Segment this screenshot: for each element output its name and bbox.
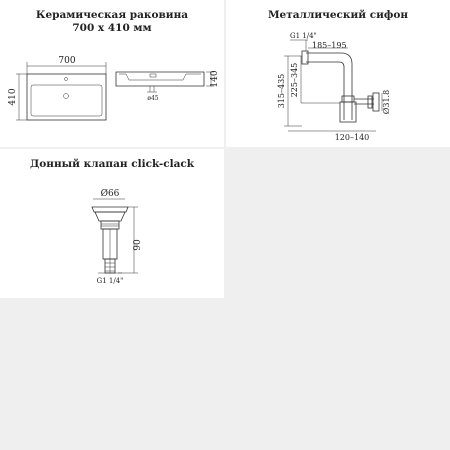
drain-panel xyxy=(0,149,224,298)
sink-width-label: 700 xyxy=(58,56,76,66)
siphon-title: Металлический сифон xyxy=(267,9,409,21)
empty-panel xyxy=(226,149,450,298)
drain-height-label: 90 xyxy=(133,239,143,251)
drain-diameter-label: Ø66 xyxy=(100,189,120,199)
siphon-reach-label: 185–195 xyxy=(312,41,347,50)
siphon-total-height-label: 315–435 xyxy=(277,73,286,109)
siphon-outlet-height-label: 225–345 xyxy=(290,62,299,98)
drain-body xyxy=(95,212,125,221)
drain-title: Донный клапан click-clack xyxy=(29,158,195,170)
drain-drawing xyxy=(0,149,224,298)
drain-cap xyxy=(92,207,128,212)
siphon-panel xyxy=(226,0,450,147)
sink-top-view xyxy=(8,56,106,120)
siphon-drawing xyxy=(226,0,450,147)
sink-drawing xyxy=(0,0,224,147)
siphon-thread-label: G1 1/4" xyxy=(290,32,317,40)
sink-depth-label: 410 xyxy=(8,88,18,106)
sink-subtitle: 700 х 410 мм xyxy=(72,22,152,34)
siphon-outlet-dia-label: Ø31.8 xyxy=(382,89,391,115)
sink-title: Керамическая раковина xyxy=(35,9,189,21)
sink-panel xyxy=(0,0,224,147)
sink-height-label: 140 xyxy=(210,70,220,88)
siphon-wall-dist-label: 120–140 xyxy=(334,133,370,142)
drain-thread-label: G1 1/4" xyxy=(96,277,124,285)
sink-hole-label: ø45 xyxy=(147,95,159,102)
sink-side-view xyxy=(116,70,220,102)
